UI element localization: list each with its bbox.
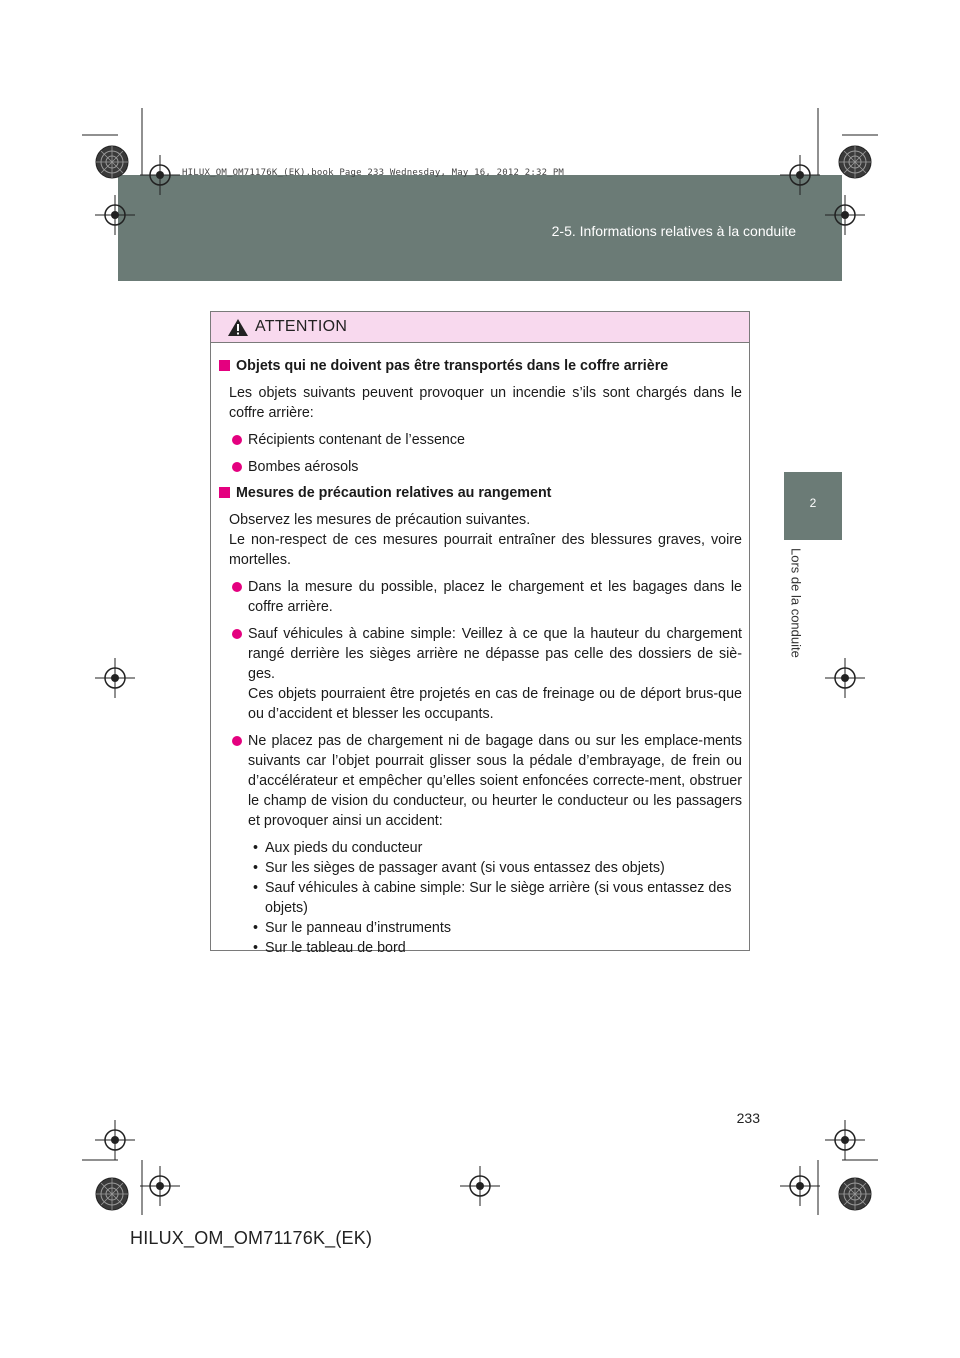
- crosshair-icon: [780, 1166, 820, 1206]
- list-item: [229, 457, 742, 477]
- location-item-text: Sur le panneau d’instruments: [265, 920, 451, 936]
- registration-mark-icon: [96, 1178, 128, 1210]
- section-heading-text: Objets qui ne doivent pas être transportés dans le coffre arrière: [236, 358, 669, 374]
- square-bullet-icon: [219, 360, 230, 371]
- list-item: [229, 624, 742, 724]
- list-item-text: Ne placez pas de chargement ni de bagage dans ou sur les emplace-ments suivants car l’objet pourrait glisser sous la pédale d’embrayage, de frein ou d’accélérateur et empêcher qu’elles soient enfoncées correcte-ment, obstruer le champ de vision du conducteur, ou heurter le conducteur ou les passagers et provoquer ainsi un accident:: [248, 733, 742, 829]
- chapter-number: 2: [809, 496, 817, 510]
- registration-mark-icon: [839, 146, 871, 178]
- location-item: • Sur le tableau de bord: [246, 938, 742, 958]
- circle-bullet-icon: [232, 582, 242, 592]
- section-heading: [219, 483, 742, 503]
- chapter-label: [781, 548, 811, 674]
- paragraph-text: Les objets suivants peuvent provoquer un incendie s’ils sont chargés dans le coffre arrière:: [229, 385, 742, 421]
- location-item: • Sauf véhicules à cabine simple: Sur le siège arrière (si vous entassez des objets): [246, 878, 742, 918]
- circle-bullet-icon: [232, 629, 242, 639]
- location-item: • Sur les sièges de passager avant (si vous entassez des objets): [246, 858, 742, 878]
- location-item-text: Aux pieds du conducteur: [265, 840, 423, 856]
- paragraph: [229, 383, 742, 423]
- paragraph-text: Observez les mesures de précaution suivantes.: [229, 512, 531, 528]
- registration-mark-icon: [96, 146, 128, 178]
- location-item-text: Sur le tableau de bord: [265, 940, 406, 956]
- section-heading: [219, 356, 742, 376]
- location-list: [246, 838, 742, 958]
- list-item-text: Sauf véhicules à cabine simple: Veillez à ce que la hauteur du chargement rangé derrière les sièges arrière ne dépasse pas celle des dossiers de siè-ges.: [248, 626, 742, 682]
- warning-header: [211, 312, 749, 343]
- chapter-label-text: Lors de la conduite: [788, 548, 804, 658]
- section-heading-text: Mesures de précaution relatives au rangement: [236, 485, 552, 501]
- book-stamp: HILUX_OM_OM71176K_(EK).book Page 233 Wednesday, May 16, 2012 2:32 PM: [182, 168, 565, 178]
- location-item-text: Sauf véhicules à cabine simple: Sur le siège arrière (si vous entassez des objets): [265, 880, 732, 916]
- crosshair-icon: [460, 1166, 500, 1206]
- list-item: [229, 430, 742, 450]
- chapter-tab: [784, 472, 842, 540]
- list-item: [229, 731, 742, 831]
- crosshair-icon: [825, 1120, 865, 1160]
- paragraph-text: Le non-respect de ces mesures pourrait entraîner des blessures graves, voire mortelles.: [229, 532, 742, 568]
- square-bullet-icon: [219, 487, 230, 498]
- location-item-text: Sur les sièges de passager avant (si vous entassez des objets): [265, 860, 665, 876]
- location-item: • Sur le panneau d’instruments: [246, 918, 742, 938]
- list-item-text: Récipients contenant de l’essence: [248, 432, 465, 448]
- warning-body: [211, 343, 749, 958]
- location-item: • Aux pieds du conducteur: [246, 838, 742, 858]
- list-item-text: Dans la mesure du possible, placez le chargement et les bagages dans le coffre arrière.: [248, 579, 742, 615]
- crosshair-icon: [140, 1166, 180, 1206]
- list-item-text: Ces objets pourraient être projetés en cas de freinage ou de déport brus-que ou d’accident et blesser les occupants.: [248, 686, 742, 722]
- crosshair-icon: [95, 658, 135, 698]
- list-item-text: Bombes aérosols: [248, 459, 359, 475]
- paragraph: [229, 510, 742, 570]
- registration-mark-icon: [839, 1178, 871, 1210]
- list-item: [229, 577, 742, 617]
- page-number: 233: [736, 1110, 760, 1126]
- crosshair-icon: [825, 658, 865, 698]
- warning-title: ATTENTION: [255, 318, 348, 335]
- circle-bullet-icon: [232, 736, 242, 746]
- footer-code: HILUX_OM_OM71176K_(EK): [130, 1228, 373, 1248]
- section-title: 2-5. Informations relatives à la conduite: [551, 223, 796, 239]
- warning-triangle-icon: [227, 318, 249, 337]
- crosshair-icon: [95, 1120, 135, 1160]
- warning-box: [210, 311, 750, 956]
- circle-bullet-icon: [232, 435, 242, 445]
- circle-bullet-icon: [232, 462, 242, 472]
